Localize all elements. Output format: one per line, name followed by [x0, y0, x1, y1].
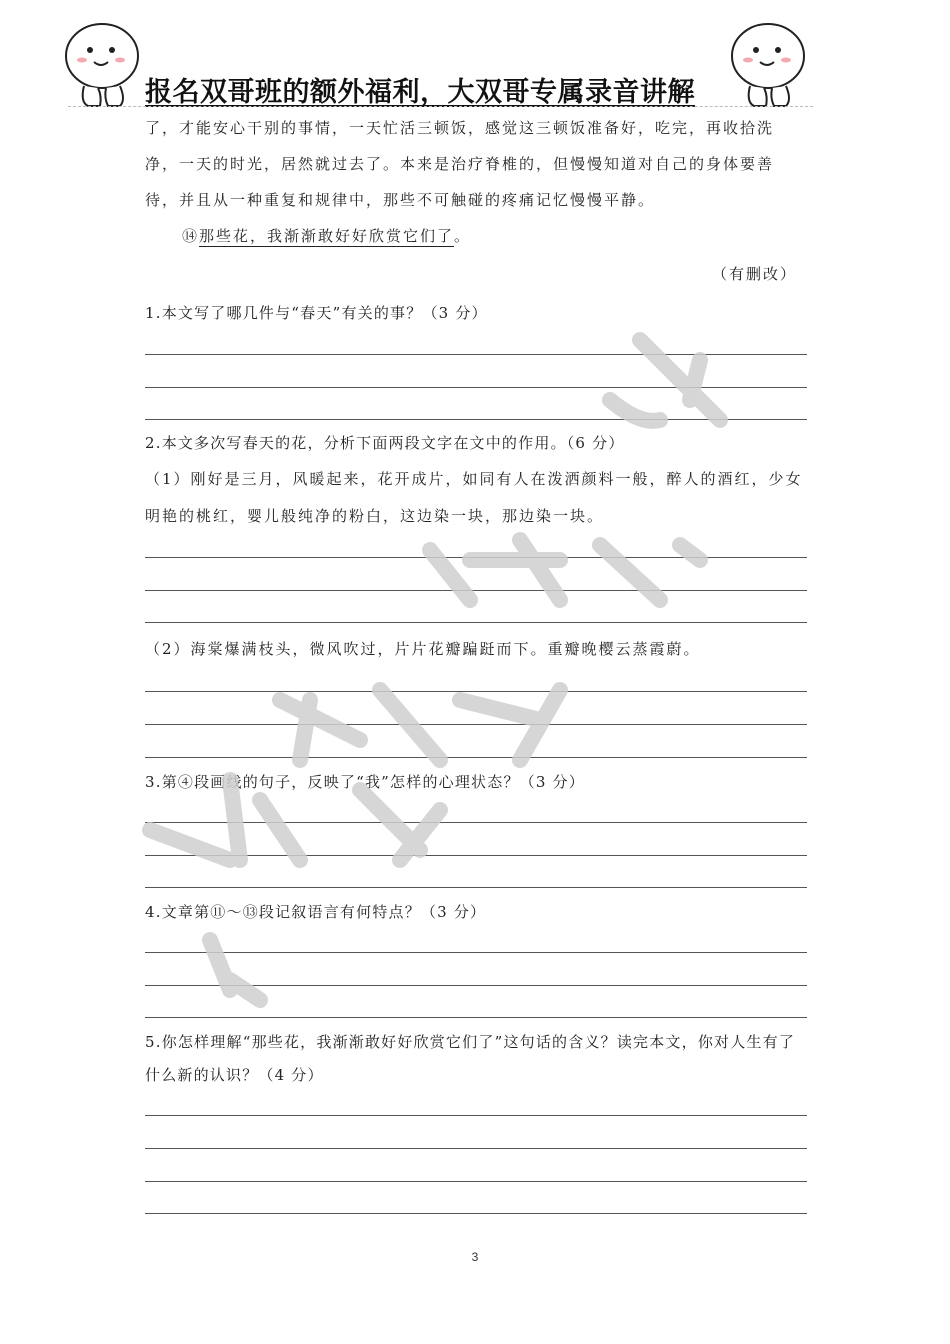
paragraph-14-number: ⑭ — [182, 227, 200, 245]
answer-line[interactable] — [145, 952, 807, 953]
answer-line[interactable] — [145, 757, 807, 758]
passage-paragraph-14 — [182, 218, 802, 254]
answer-line[interactable] — [145, 855, 807, 856]
answer-line[interactable] — [145, 1115, 807, 1116]
page-number: 3 — [471, 1250, 479, 1264]
mascot-right-icon — [728, 18, 808, 110]
question-5: 5.你怎样理解“那些花，我渐渐敢好好欣赏它们了”这句话的含义？读完本文，你对人生有了什么新的认识？（4 分） — [145, 1033, 796, 1084]
answer-line[interactable] — [145, 724, 807, 725]
header-title: 报名双哥班的额外福利，大双哥专属录音讲解 — [145, 77, 695, 108]
question-4: 4.文章第⑪～⑬段记叙语言有何特点？（3 分） — [145, 903, 487, 921]
passage-continued-text: 了，才能安心干别的事情，一天忙活三顿饭，感觉这三顿饭准备好，吃完，再收拾洗净，一天的时光，居然就过去了。本来是治疗脊椎的，但慢慢知道对自己的身体要善待，并且从一种重复和规律中，那些不可触碰的疼痛记忆慢慢平静。 — [145, 119, 775, 209]
answer-line[interactable] — [145, 557, 807, 558]
source-note: （有删改） — [711, 265, 797, 283]
answer-line[interactable] — [145, 419, 807, 420]
answer-line[interactable] — [145, 622, 807, 623]
question-2-sub-1: （1）刚好是三月，风暖起来，花开成片，如同有人在泼洒颜料一般，醉人的酒红，少女明艳的桃红，婴儿般纯净的粉白，这边染一块，那边染一块。 — [145, 470, 803, 525]
underlined-sentence: 那些花，我渐渐敢好好欣赏它们了 — [199, 227, 455, 245]
question-2: 2.本文多次写春天的花，分析下面两段文字在文中的作用。（6 分） — [145, 434, 625, 452]
answer-line[interactable] — [145, 1213, 807, 1214]
answer-line[interactable] — [145, 590, 807, 591]
mascot-left-icon — [62, 18, 142, 110]
answer-line[interactable] — [145, 1017, 807, 1018]
paragraph-14-end: 。 — [454, 227, 472, 245]
question-3: 3.第④段画线的句子，反映了“我”怎样的心理状态？（3 分） — [145, 773, 585, 791]
answer-line[interactable] — [145, 387, 807, 388]
answer-line[interactable] — [145, 1148, 807, 1149]
question-1: 1.本文写了哪几件与“春天”有关的事？（3 分） — [145, 304, 488, 322]
answer-line[interactable] — [145, 354, 807, 355]
answer-line[interactable] — [145, 887, 807, 888]
answer-line[interactable] — [145, 822, 807, 823]
answer-line[interactable] — [145, 691, 807, 692]
question-2-sub-2: （2）海棠爆满枝头，微风吹过，片片花瓣蹁跹而下。重瓣晚樱云蒸霞蔚。 — [145, 640, 701, 658]
header-divider — [68, 106, 813, 107]
answer-line[interactable] — [145, 1181, 807, 1182]
answer-line[interactable] — [145, 985, 807, 986]
